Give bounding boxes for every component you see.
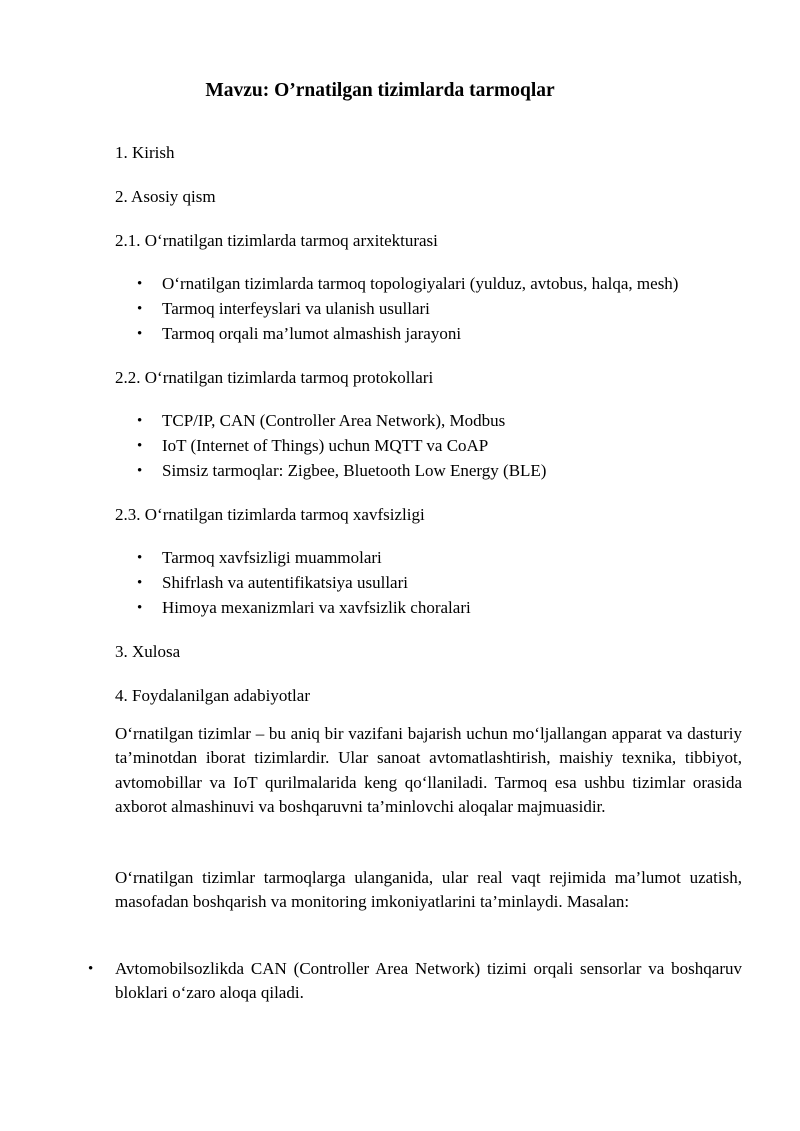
list-item: • Tarmoq orqali ma’lumot almashish jarayoni bbox=[115, 322, 678, 347]
list-item: • Tarmoq xavfsizligi muammolari bbox=[115, 546, 471, 571]
section-2-1-list bbox=[115, 272, 678, 346]
section-2-2-list bbox=[115, 409, 546, 483]
list-item: • IoT (Internet of Things) uchun MQTT va CoAP bbox=[115, 434, 546, 459]
outline-item-references: 4. Foydalanilgan adabiyotlar bbox=[115, 686, 310, 705]
bullet-dot-icon: • bbox=[88, 961, 94, 977]
document-title: Mavzu: O’rnatilgan tizimlarda tarmoqlar bbox=[205, 80, 555, 101]
section-2-3-heading: 2.3. O‘rnatilgan tizimlarda tarmoq xavfsizligi bbox=[115, 505, 425, 524]
list-item: • Tarmoq interfeyslari va ulanish usullari bbox=[115, 297, 678, 322]
outline-item-main: 2. Asosiy qism bbox=[115, 187, 216, 206]
second-paragraph: O‘rnatilgan tizimlar tarmoqlarga ulanganida, ular real vaqt rejimida ma’lumot uzatish, masofadan boshqarish va monitoring imkoniyatlarini ta’minlaydi. Masalan: bbox=[115, 868, 742, 912]
list-item: • Shifrlash va autentifikatsiya usullari bbox=[115, 571, 471, 596]
list-item: • Himoya mexanizmlari va xavfsizlik choralari bbox=[115, 596, 471, 621]
outline-item-intro: 1. Kirish bbox=[115, 143, 175, 162]
outline-item-conclusion: 3. Xulosa bbox=[115, 642, 181, 661]
list-item: • TCP/IP, CAN (Controller Area Network), Modbus bbox=[115, 409, 546, 434]
list-item: • Simsiz tarmoqlar: Zigbee, Bluetooth Low Energy (BLE) bbox=[115, 459, 546, 484]
list-item: • O‘rnatilgan tizimlarda tarmoq topologiyalari (yulduz, avtobus, halqa, mesh) bbox=[115, 272, 678, 297]
section-2-1-heading: 2.1. O‘rnatilgan tizimlarda tarmoq arxitekturasi bbox=[115, 231, 438, 250]
section-2-3-list bbox=[115, 546, 471, 620]
intro-paragraph: O‘rnatilgan tizimlar – bu aniq bir vazifani bajarish uchun mo‘ljallangan apparat va dasturiy ta’minotdan iborat tizimlardir. Ular sanoat avtomatlashtirish, maishiy texnika, tibbiyot, avtomobillar va IoT qurilmalarida keng qo‘llaniladi. Tarmoq esa ushbu tizimlar orasida axborot almashinuvi va boshqaruvni ta’minlovchi aloqalar majmuasidir. bbox=[115, 724, 742, 817]
section-2-2-heading: 2.2. O‘rnatilgan tizimlarda tarmoq protokollari bbox=[115, 368, 434, 387]
example-bullet-text: Avtomobilsozlikda CAN (Controller Area Network) tizimi orqali sensorlar va boshqaruv bloklari o‘zaro aloqa qiladi. bbox=[115, 959, 742, 1003]
